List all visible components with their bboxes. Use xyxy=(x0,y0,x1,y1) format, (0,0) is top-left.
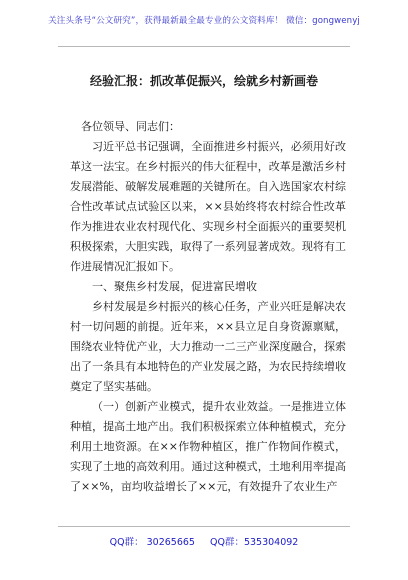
footer-qq-group-2: QQ群：535304092 xyxy=(210,537,299,548)
greeting: 各位领导、同志们： xyxy=(81,120,180,133)
footer-qq-group-1: QQ群： 30265665 xyxy=(109,537,195,548)
document-title: 经验汇报：抓改革促振兴，绘就乡村新画卷 xyxy=(89,74,318,88)
paragraph-section-1: 乡村发展是乡村振兴的核心任务，产业兴旺是解决农村一切问题的前提。近年来，××县立足自身资源禀赋，围绕农业特优产业，大力推动一二三产业深度融合，探索出了一条具有本地特色的产业发展之路，为农民持续增收奠定了坚实基础。 xyxy=(70,300,346,393)
paragraph-subsection-1: （一）创新产业模式，提升农业效益。一是推进立体种植，提高土地产出。我们积极探索立体种植模式，充分利用土地资源。在××作物种植区，推广作物间作模式，实现了土地的高效利用。通过这种模式，土地利用率提高了××%，亩均收益增长了××元，有效提升了农业生产 xyxy=(70,400,346,493)
document-body xyxy=(70,117,346,497)
footer xyxy=(0,534,408,548)
section-heading-1: 一、聚焦乡村发展，促进富民增收 xyxy=(92,280,257,293)
footer-divider xyxy=(58,526,350,527)
header-note: 关注头条号“公文研究”，获得最新最全最专业的公文资料库！ 微信：gongwenyj xyxy=(48,16,360,26)
paragraph-intro: 习近平总书记强调，全面推进乡村振兴，必须用好改革这一法宝。在乡村振兴的伟大征程中，改革是激活乡村发展潜能、破解发展难题的关键所在。自入选国家农村综合性改革试点试验区以来，××县始终将农村综合性改革作为推进农业农村现代化、实现乡村全面振兴的重要契机积极探索，大胆实践，取得了一系列显著成效。现将有工作进展情况汇报如下。 xyxy=(70,140,346,273)
header-divider xyxy=(58,46,350,47)
